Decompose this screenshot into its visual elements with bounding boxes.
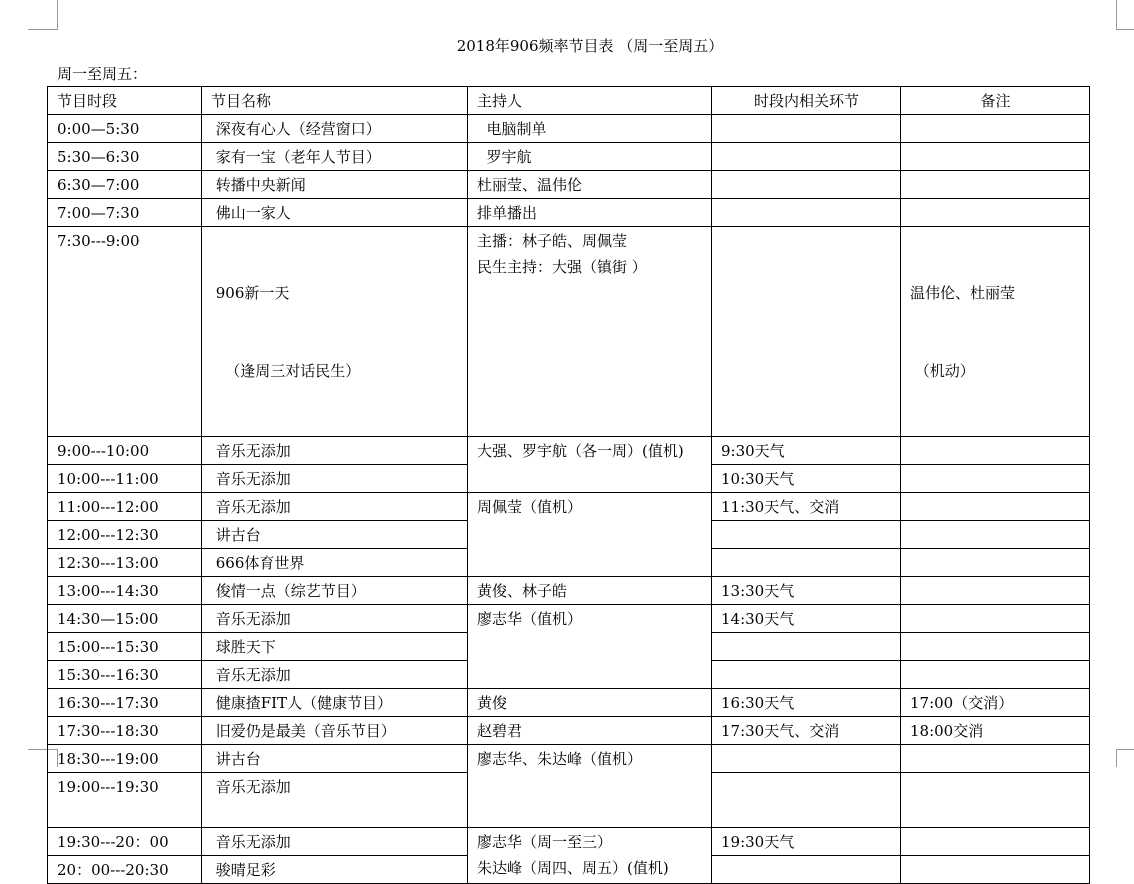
table-row [48,828,1090,856]
segment-cell: 11:30天气、交消 [712,493,901,521]
program-cell: 音乐无添加 [202,493,468,521]
program-cell: 音乐无添加 [202,465,468,493]
host-line-1: 廖志华（周一至三） [477,833,613,851]
host-cell: 周佩莹（值机） [468,493,712,577]
time-cell: 10:00---11:00 [48,465,202,493]
table-row [48,605,1090,633]
page-title: 2018年906频率节目表 （周一至周五） [456,37,724,55]
table-row [48,143,1090,171]
program-cell: 家有一宝（老年人节目） [202,143,468,171]
header-note: 备注 [901,87,1090,115]
program-cell: 音乐无添加 [202,605,468,633]
program-cell: 深夜有心人（经营窗口） [202,115,468,143]
time-cell: 12:30---13:00 [48,549,202,577]
host-cell: 罗宇航 [468,143,712,171]
segment-cell [712,661,901,689]
note-cell [901,521,1090,549]
host-cell: 黄俊 [468,689,712,717]
crop-mark-bottom-right-h [1116,749,1134,750]
program-line-2: （逢周三对话民生） [211,362,361,380]
program-cell [202,227,468,437]
note-line-2: （机动） [910,362,975,380]
table-row [48,577,1090,605]
note-cell [901,661,1090,689]
crop-mark-top-right-v [1116,0,1117,30]
segment-cell [712,745,901,773]
note-cell [901,828,1090,856]
segment-cell: 16:30天气 [712,689,901,717]
note-cell [901,577,1090,605]
note-cell [901,633,1090,661]
segment-cell [712,199,901,227]
time-cell: 19:00---19:30 [48,773,202,828]
segment-cell: 10:30天气 [712,465,901,493]
table-row [48,493,1090,521]
time-cell: 0:00—5:30 [48,115,202,143]
program-cell: 转播中央新闻 [202,171,468,199]
time-cell: 5:30—6:30 [48,143,202,171]
table-row [48,199,1090,227]
time-cell: 18:30---19:00 [48,745,202,773]
time-cell: 15:30---16:30 [48,661,202,689]
time-cell: 7:30---9:00 [48,227,202,437]
note-cell [901,856,1090,884]
table-row [48,717,1090,745]
program-cell: 球胜天下 [202,633,468,661]
time-cell: 9:00---10:00 [48,437,202,465]
host-cell: 排单播出 [468,199,712,227]
program-cell: 讲古台 [202,745,468,773]
note-cell [901,227,1090,437]
program-cell: 音乐无添加 [202,661,468,689]
host-cell [468,828,712,884]
segment-cell: 9:30天气 [712,437,901,465]
table-row [48,227,1090,437]
time-cell: 7:00—7:30 [48,199,202,227]
segment-cell: 13:30天气 [712,577,901,605]
time-cell: 14:30—15:00 [48,605,202,633]
program-cell: 音乐无添加 [202,437,468,465]
time-cell: 15:00---15:30 [48,633,202,661]
program-cell: 666体育世界 [202,549,468,577]
crop-mark-top-left-h [28,29,57,30]
program-cell: 健康揸FIT人（健康节目） [202,689,468,717]
note-cell [901,143,1090,171]
host-line-2: 朱达峰（周四、周五）(值机) [477,859,669,877]
segment-cell: 19:30天气 [712,828,901,856]
time-cell: 17:30---18:30 [48,717,202,745]
note-cell [901,199,1090,227]
host-line-2: 民生主持：大强（镇街 ） [477,258,647,276]
segment-cell [712,171,901,199]
segment-cell [712,773,901,828]
schedule-table [47,86,1090,884]
program-cell: 讲古台 [202,521,468,549]
note-cell [901,437,1090,465]
time-cell: 16:30---17:30 [48,689,202,717]
segment-cell [712,549,901,577]
note-cell [901,745,1090,773]
time-cell: 11:00---12:00 [48,493,202,521]
section-label: 周一至周五： [57,65,148,83]
segment-cell [712,115,901,143]
host-cell: 廖志华、朱达峰（值机） [468,745,712,828]
note-cell [901,605,1090,633]
program-cell: 俊情一点（综艺节目） [202,577,468,605]
crop-mark-top-right-h [1116,29,1134,30]
header-segment: 时段内相关环节 [712,87,901,115]
host-line-1: 主播：林子皓、周佩莹 [477,232,628,250]
note-cell [901,115,1090,143]
program-line-1: 906新一天 [211,284,290,302]
host-cell: 黄俊、林子皓 [468,577,712,605]
crop-mark-bottom-right-v [1116,749,1117,767]
segment-cell [712,227,901,437]
segment-cell: 17:30天气、交消 [712,717,901,745]
note-cell: 18:00交消 [901,717,1090,745]
header-row [48,87,1090,115]
header-program: 节目名称 [202,87,468,115]
host-cell [468,227,712,437]
program-cell: 音乐无添加 [202,828,468,856]
time-cell: 12:00---12:30 [48,521,202,549]
program-cell: 旧爱仍是最美（音乐节目） [202,717,468,745]
host-cell: 赵碧君 [468,717,712,745]
host-cell: 廖志华（值机） [468,605,712,689]
table-row [48,115,1090,143]
time-cell: 20：00---20:30 [48,856,202,884]
table-row [48,745,1090,773]
host-cell: 杜丽莹、温伟伦 [468,171,712,199]
note-cell [901,493,1090,521]
note-cell [901,773,1090,828]
time-cell: 19:30---20：00 [48,828,202,856]
header-time: 节目时段 [48,87,202,115]
segment-cell [712,143,901,171]
table-row [48,689,1090,717]
program-cell: 佛山一家人 [202,199,468,227]
program-cell: 骏晴足彩 [202,856,468,884]
note-cell [901,465,1090,493]
host-cell: 电脑制单 [468,115,712,143]
host-cell: 大强、罗宇航（各一周）(值机) [468,437,712,493]
segment-cell [712,856,901,884]
segment-cell [712,633,901,661]
note-cell [901,171,1090,199]
time-cell: 6:30—7:00 [48,171,202,199]
segment-cell [712,521,901,549]
time-cell: 13:00---14:30 [48,577,202,605]
table-row [48,171,1090,199]
header-host: 主持人 [468,87,712,115]
segment-cell: 14:30天气 [712,605,901,633]
note-cell: 17:00（交消） [901,689,1090,717]
note-cell [901,549,1090,577]
note-line-1: 温伟伦、杜丽莹 [910,284,1016,302]
crop-mark-top-left-v [57,0,58,30]
table-row [48,437,1090,465]
program-cell: 音乐无添加 [202,773,468,828]
